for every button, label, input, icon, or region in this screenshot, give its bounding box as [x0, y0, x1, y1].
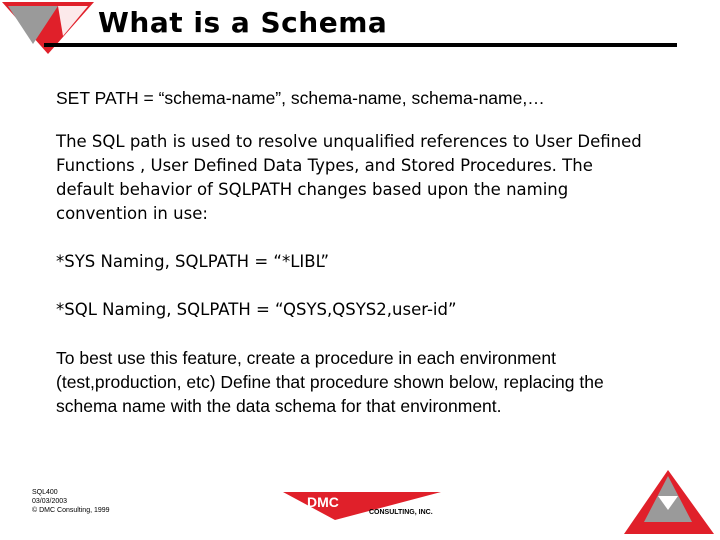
sys-naming-line: *SYS Naming, SQLPATH = “*LIBL” [56, 252, 329, 271]
footer-date: 03/03/2003 [32, 498, 68, 505]
recommendation-paragraph: To best use this feature, create a procedure in each environment (test,production, etc) Define that procedure shown below, replacing the schema name with the data schema for that environment. [56, 348, 604, 416]
sql-path-description: The SQL path is used to resolve unqualified references to User Defined Functions , User Defined Data Types, and Stored Procedures. The default behavior of SQLPATH changes based upon the naming convention in use: [56, 132, 642, 223]
sql-naming-line: *SQL Naming, SQLPATH = “QSYS,QSYS2,user-id” [56, 300, 457, 319]
footer-course: SQL400 [32, 489, 58, 496]
corner-triangle-logo [0, 0, 96, 56]
copyright-mark: © [32, 507, 38, 514]
slide-title: What is a Schema [98, 6, 388, 39]
corner-triangle-logo-bottom [622, 466, 716, 536]
dmc-logo-text: DMC [307, 494, 339, 510]
footer [32, 488, 110, 515]
footer-copyright [32, 506, 110, 515]
title-underline [44, 43, 677, 47]
dmc-logo-subtext: CONSULTING, INC. [369, 509, 433, 516]
dmc-consulting-logo [281, 490, 447, 524]
footer-company: DMC Consulting, 1999 [39, 507, 110, 514]
set-path-syntax: SET PATH = “schema-name”, schema-name, schema-name,… [56, 88, 545, 108]
